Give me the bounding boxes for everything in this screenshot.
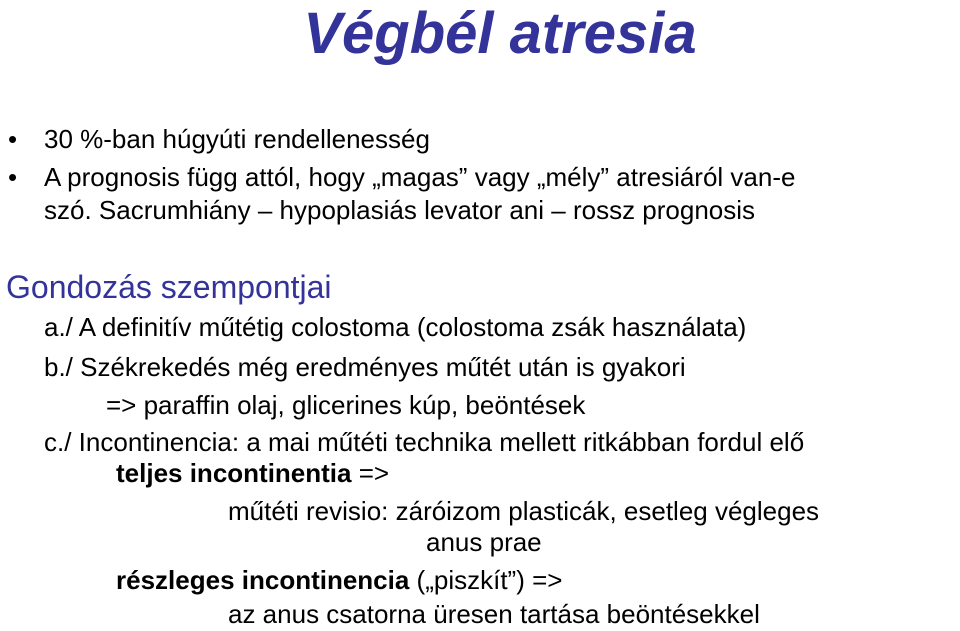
teljes-label: teljes incontinentia xyxy=(116,458,352,488)
teljes-detail-1: műtéti revisio: záróizom plasticák, esetleg végleges xyxy=(228,496,820,526)
reszleges-label: részleges incontinencia xyxy=(116,565,410,595)
bullet-dot: • xyxy=(8,124,18,154)
teljes-detail-2: anus prae xyxy=(426,527,542,557)
teljes-arrow: => xyxy=(351,458,390,488)
reszleges-rest: („piszkít”) => xyxy=(409,565,563,595)
teljes-line xyxy=(116,456,389,490)
section-heading: Gondozás szempontjai xyxy=(6,269,332,305)
reszleges-detail: az anus csatorna üresen tartása beöntésekkel xyxy=(228,599,760,629)
reszleges-line xyxy=(116,563,562,597)
item-a: a./ A definitív műtétig colostoma (colostoma zsák használata) xyxy=(44,312,747,342)
item-c: c./ Incontinencia: a mai műtéti technika mellett ritkábban fordul elő xyxy=(44,427,805,457)
bullet-item-continuation: szó. Sacrumhiány – hypoplasiás levator ani – rossz prognosis xyxy=(44,195,756,225)
bullet-dot: • xyxy=(8,162,18,192)
page-title: Végbél atresia xyxy=(303,1,697,66)
item-b: b./ Székrekedés még eredményes műtét után is gyakori xyxy=(44,352,686,382)
item-b-detail: => paraffin olaj, glicerines kúp, beöntések xyxy=(106,390,586,420)
bullet-item: 30 %-ban húgyúti rendellenesség xyxy=(44,124,430,154)
bullet-item: A prognosis függ attól, hogy „magas” vagy „mély” atresiáról van-e xyxy=(44,162,796,192)
